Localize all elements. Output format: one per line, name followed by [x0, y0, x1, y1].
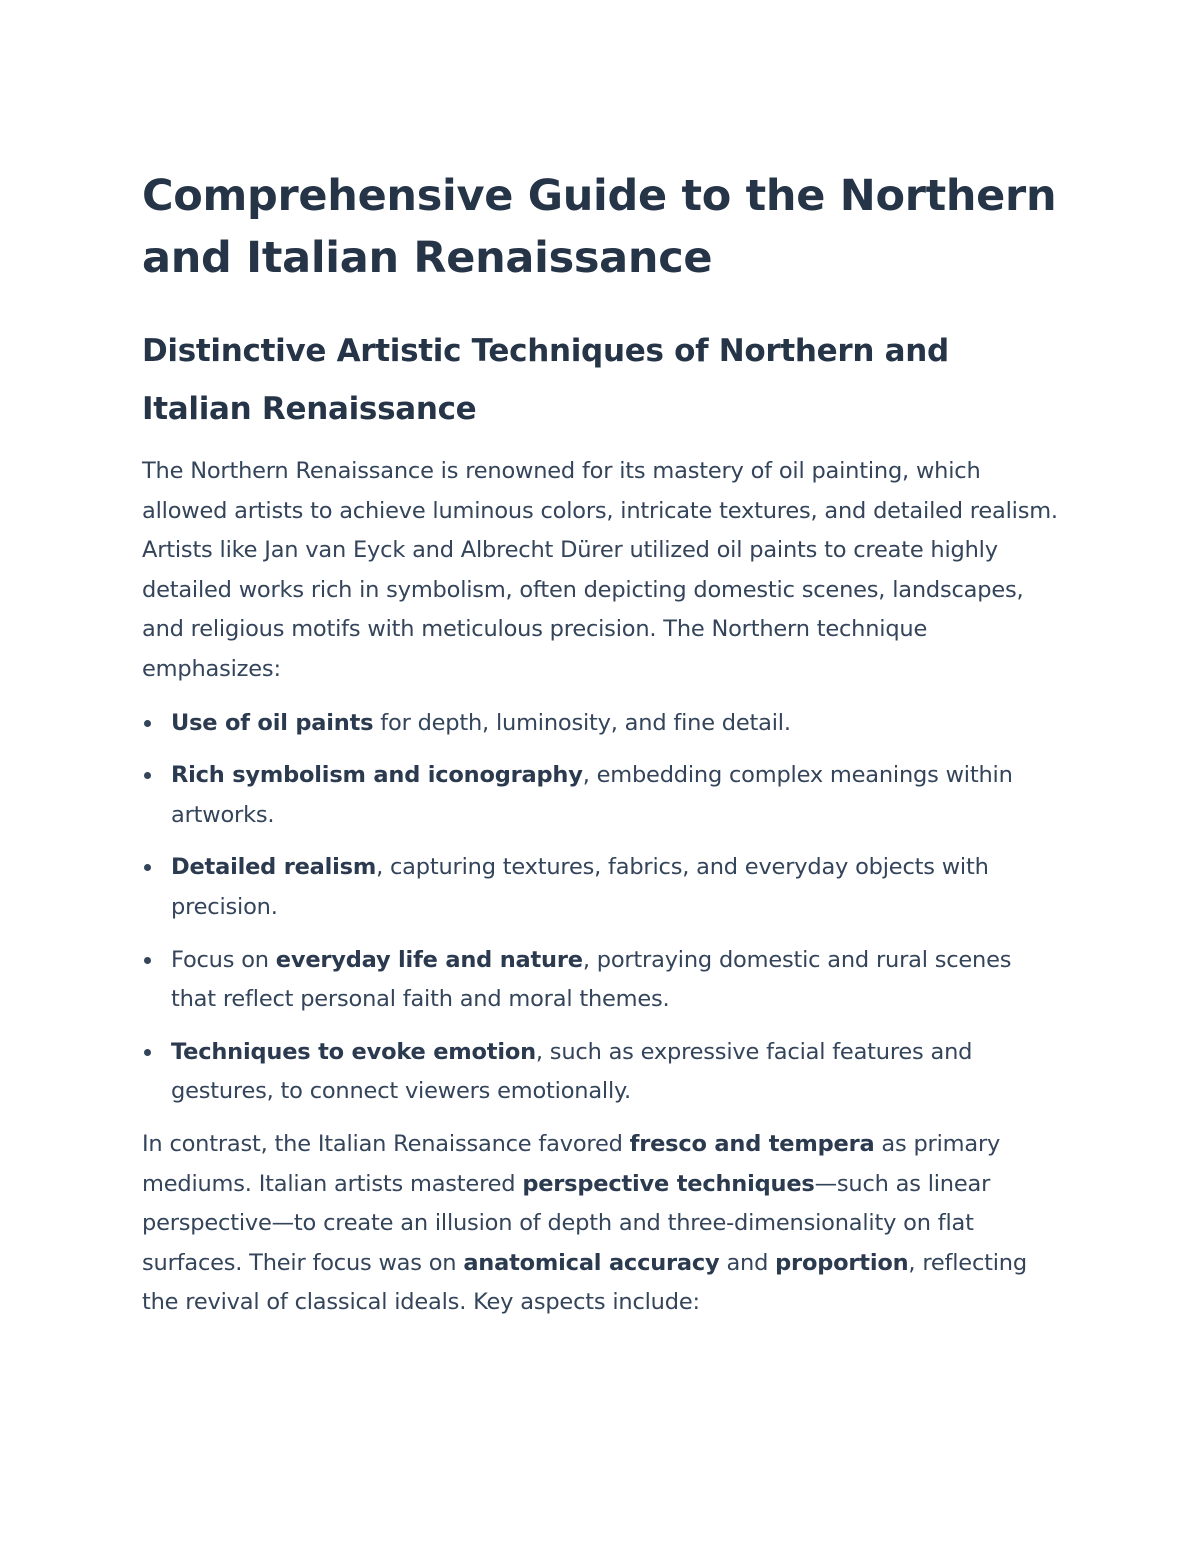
list-item: Detailed realism, capturing textures, fabrics, and everyday objects with precision. [142, 848, 1058, 927]
bold-term: everyday life and nature [275, 946, 583, 973]
bold-term: Rich symbolism and iconography [171, 762, 583, 789]
document-title: Comprehensive Guide to the Northern and Italian Renaissance [142, 171, 1057, 283]
bold-term: fresco and tempera [629, 1130, 875, 1157]
list-item: Techniques to evoke emotion, such as expressive facial features and gestures, to connect viewers emotionally. [142, 1033, 1058, 1112]
bold-term: proportion [775, 1249, 909, 1276]
bullet-icon [144, 864, 151, 871]
list-item: Rich symbolism and iconography, embedding complex meanings within artworks. [142, 756, 1058, 835]
list-item: Focus on everyday life and nature, portraying domestic and rural scenes that reflect personal faith and moral themes. [142, 941, 1058, 1020]
section-heading: Distinctive Artistic Techniques of Northern and Italian Renaissance [142, 333, 949, 427]
bullet-icon [144, 772, 151, 779]
northern-techniques-list [142, 704, 1058, 1112]
italian-paragraph: In contrast, the Italian Renaissance favored fresco and tempera as primary mediums. Italian artists mastered perspective techniques—such as linear perspective—to create an illusion of depth and three-dimensionality on flat surfaces. Their focus was on anatomical accuracy and proportion, reflecting the revival of classical ideals. Key aspects include: [142, 1130, 1027, 1316]
bullet-icon [144, 957, 151, 964]
bullet-icon [144, 720, 151, 727]
bold-term: Use of oil paints [171, 709, 374, 736]
bold-term: perspective techniques [522, 1170, 815, 1197]
list-item: Use of oil paints for depth, luminosity, and fine detail. [142, 704, 1058, 744]
bold-term: Techniques to evoke emotion [171, 1038, 536, 1065]
bold-term: Detailed realism [171, 854, 377, 881]
document-page [142, 165, 1058, 1323]
bullet-icon [144, 1049, 151, 1056]
intro-paragraph: The Northern Renaissance is renowned for its mastery of oil painting, which allowed artists to achieve luminous colors, intricate textures, and detailed realism. Artists like Jan van Eyck and Albrecht Dürer utilized oil paints to create highly detailed works rich in symbolism, often depicting domestic scenes, landscapes, and religious motifs with meticulous precision. The Northern technique emphasizes: [142, 458, 1058, 682]
bold-term: anatomical accuracy [463, 1249, 720, 1276]
